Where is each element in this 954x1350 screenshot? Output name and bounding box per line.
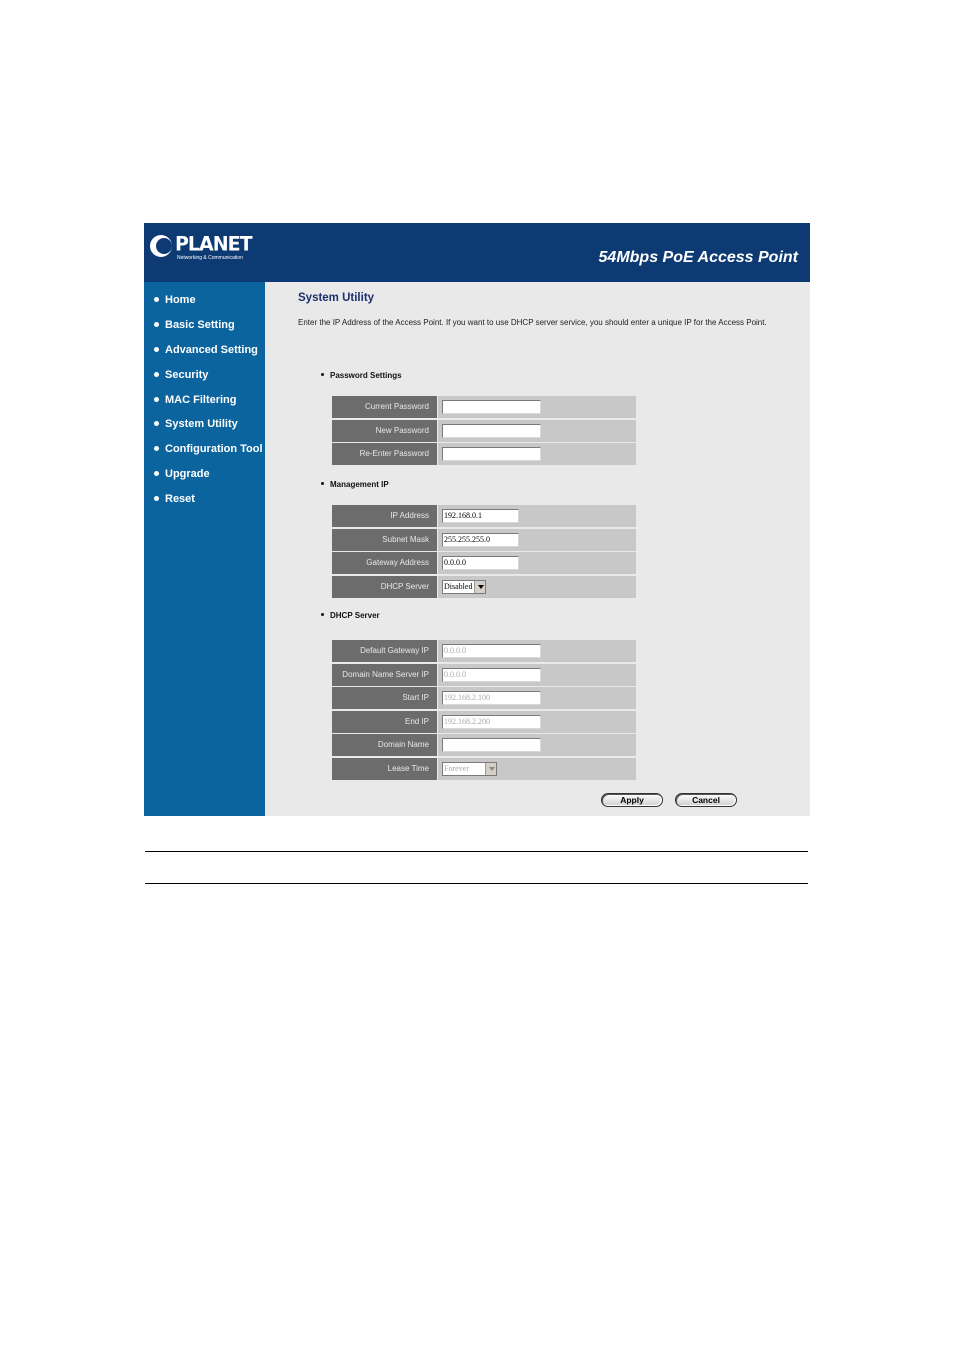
bullet-icon — [321, 482, 324, 485]
bullet-icon — [154, 397, 159, 402]
field-cell — [438, 640, 636, 662]
dns-server-ip-input[interactable]: 0.0.0.0 — [442, 668, 541, 682]
field-label: New Password — [332, 420, 437, 442]
bullet-icon — [154, 446, 159, 451]
sidebar-item-system-utility[interactable] — [144, 417, 263, 442]
form-row-gateway-address — [332, 552, 636, 576]
field-cell — [438, 529, 636, 551]
end-ip-input[interactable]: 192.168.2.200 — [442, 715, 541, 729]
bullet-icon — [154, 421, 159, 426]
section-title-text: DHCP Server — [330, 611, 380, 620]
page-title: System Utility — [298, 292, 375, 304]
field-label: Lease Time — [332, 758, 437, 780]
form-row-ip-address — [332, 505, 636, 529]
start-ip-input[interactable]: 192.168.2.100 — [442, 691, 541, 705]
new-password-input[interactable] — [442, 424, 541, 438]
field-cell — [438, 576, 636, 598]
planet-logo-icon — [150, 235, 172, 257]
product-title: 54Mbps PoE Access Point — [598, 249, 798, 266]
bullet-icon — [154, 297, 159, 302]
header-bar — [144, 223, 810, 282]
sidebar-item-mac-filtering[interactable] — [144, 393, 263, 418]
form-row-lease-time — [332, 758, 636, 782]
field-cell — [438, 505, 636, 527]
form-row-current-password — [332, 396, 636, 420]
section-title-management-ip — [321, 480, 389, 489]
domain-name-input[interactable] — [442, 738, 541, 752]
form-row-new-password — [332, 420, 636, 444]
field-cell — [438, 711, 636, 733]
form-row-default-gateway-ip — [332, 640, 636, 664]
sidebar-nav — [144, 293, 263, 517]
default-gateway-ip-input[interactable]: 0.0.0.0 — [442, 644, 541, 658]
dhcp-server-select-value: Disabled — [444, 581, 473, 591]
chevron-down-icon[interactable] — [485, 763, 496, 775]
sidebar-item-configuration-tool[interactable] — [144, 442, 263, 467]
sidebar-item-security[interactable] — [144, 368, 263, 393]
intro-text: Enter the IP Address of the Access Point. If you want to use DHCP server service, you should enter a unique IP for the Access Point. — [298, 318, 767, 327]
cancel-button[interactable]: Cancel — [675, 793, 737, 807]
field-label: End IP — [332, 711, 437, 733]
form-row-start-ip — [332, 687, 636, 711]
field-label: Subnet Mask — [332, 529, 437, 551]
management-ip-table — [332, 505, 636, 599]
password-settings-table — [332, 396, 636, 467]
current-password-input[interactable] — [442, 400, 541, 414]
field-label: DHCP Server — [332, 576, 437, 598]
sidebar-item-label: MAC Filtering — [165, 393, 237, 406]
bullet-icon — [154, 322, 159, 327]
form-row-domain-name — [332, 734, 636, 758]
field-cell — [438, 687, 636, 709]
form-row-end-ip — [332, 711, 636, 735]
divider-line — [145, 851, 808, 852]
field-label: Start IP — [332, 687, 437, 709]
apply-button[interactable]: Apply — [601, 793, 663, 807]
sidebar-item-home[interactable] — [144, 293, 263, 318]
field-cell — [438, 734, 636, 756]
section-title-password — [321, 371, 402, 380]
sidebar — [144, 282, 265, 816]
sidebar-item-label: Upgrade — [165, 468, 210, 481]
field-label: Domain Name — [332, 734, 437, 756]
sidebar-item-reset[interactable] — [144, 492, 263, 517]
field-label: Re-Enter Password — [332, 443, 437, 465]
bullet-icon — [321, 373, 324, 376]
main-content — [265, 282, 810, 816]
field-label: Current Password — [332, 396, 437, 418]
sidebar-item-label: Advanced Setting — [165, 343, 258, 356]
field-cell — [438, 443, 636, 465]
field-label: Gateway Address — [332, 552, 437, 574]
sidebar-item-upgrade[interactable] — [144, 467, 263, 492]
bullet-icon — [154, 372, 159, 377]
lease-time-select[interactable] — [442, 762, 497, 776]
dhcp-server-table — [332, 640, 636, 781]
section-title-text: Password Settings — [330, 371, 402, 380]
sidebar-item-basic-setting[interactable] — [144, 318, 263, 343]
bullet-icon — [154, 471, 159, 476]
form-row-reenter-password — [332, 443, 636, 467]
lease-time-select-value: Forever — [444, 763, 469, 773]
brand-name: PLANET — [175, 232, 252, 256]
field-cell — [438, 396, 636, 418]
gateway-address-input[interactable]: 0.0.0.0 — [442, 556, 519, 570]
form-row-subnet-mask — [332, 529, 636, 553]
section-title-text: Management IP — [330, 480, 389, 489]
bullet-icon — [154, 347, 159, 352]
field-cell — [438, 420, 636, 442]
form-row-dhcp-server — [332, 576, 636, 600]
subnet-mask-input[interactable]: 255.255.255.0 — [442, 533, 519, 547]
form-row-dns-ip — [332, 664, 636, 688]
field-cell — [438, 664, 636, 686]
sidebar-item-label: Reset — [165, 493, 195, 506]
chevron-down-icon[interactable] — [474, 581, 485, 593]
reenter-password-input[interactable] — [442, 447, 541, 461]
sidebar-item-label: Basic Setting — [165, 318, 235, 331]
divider-line — [145, 883, 808, 884]
dhcp-server-select[interactable] — [442, 580, 486, 594]
sidebar-item-label: Configuration Tool — [165, 443, 263, 456]
sidebar-item-label: Home — [165, 294, 196, 306]
field-cell — [438, 552, 636, 574]
sidebar-item-label: Security — [165, 368, 209, 381]
field-cell — [438, 758, 636, 780]
sidebar-item-advanced-setting[interactable] — [144, 343, 263, 368]
field-label: IP Address — [332, 505, 437, 527]
field-label: Domain Name Server IP — [332, 664, 437, 686]
section-title-dhcp-server — [321, 611, 380, 620]
bullet-icon — [321, 613, 324, 616]
field-label: Default Gateway IP — [332, 640, 437, 662]
brand-tagline: Networking & Communication — [177, 255, 243, 261]
ip-address-input[interactable]: 192.168.0.1 — [442, 509, 519, 523]
sidebar-item-label: System Utility — [165, 418, 238, 431]
app-window — [144, 223, 810, 816]
bullet-icon — [154, 496, 159, 501]
